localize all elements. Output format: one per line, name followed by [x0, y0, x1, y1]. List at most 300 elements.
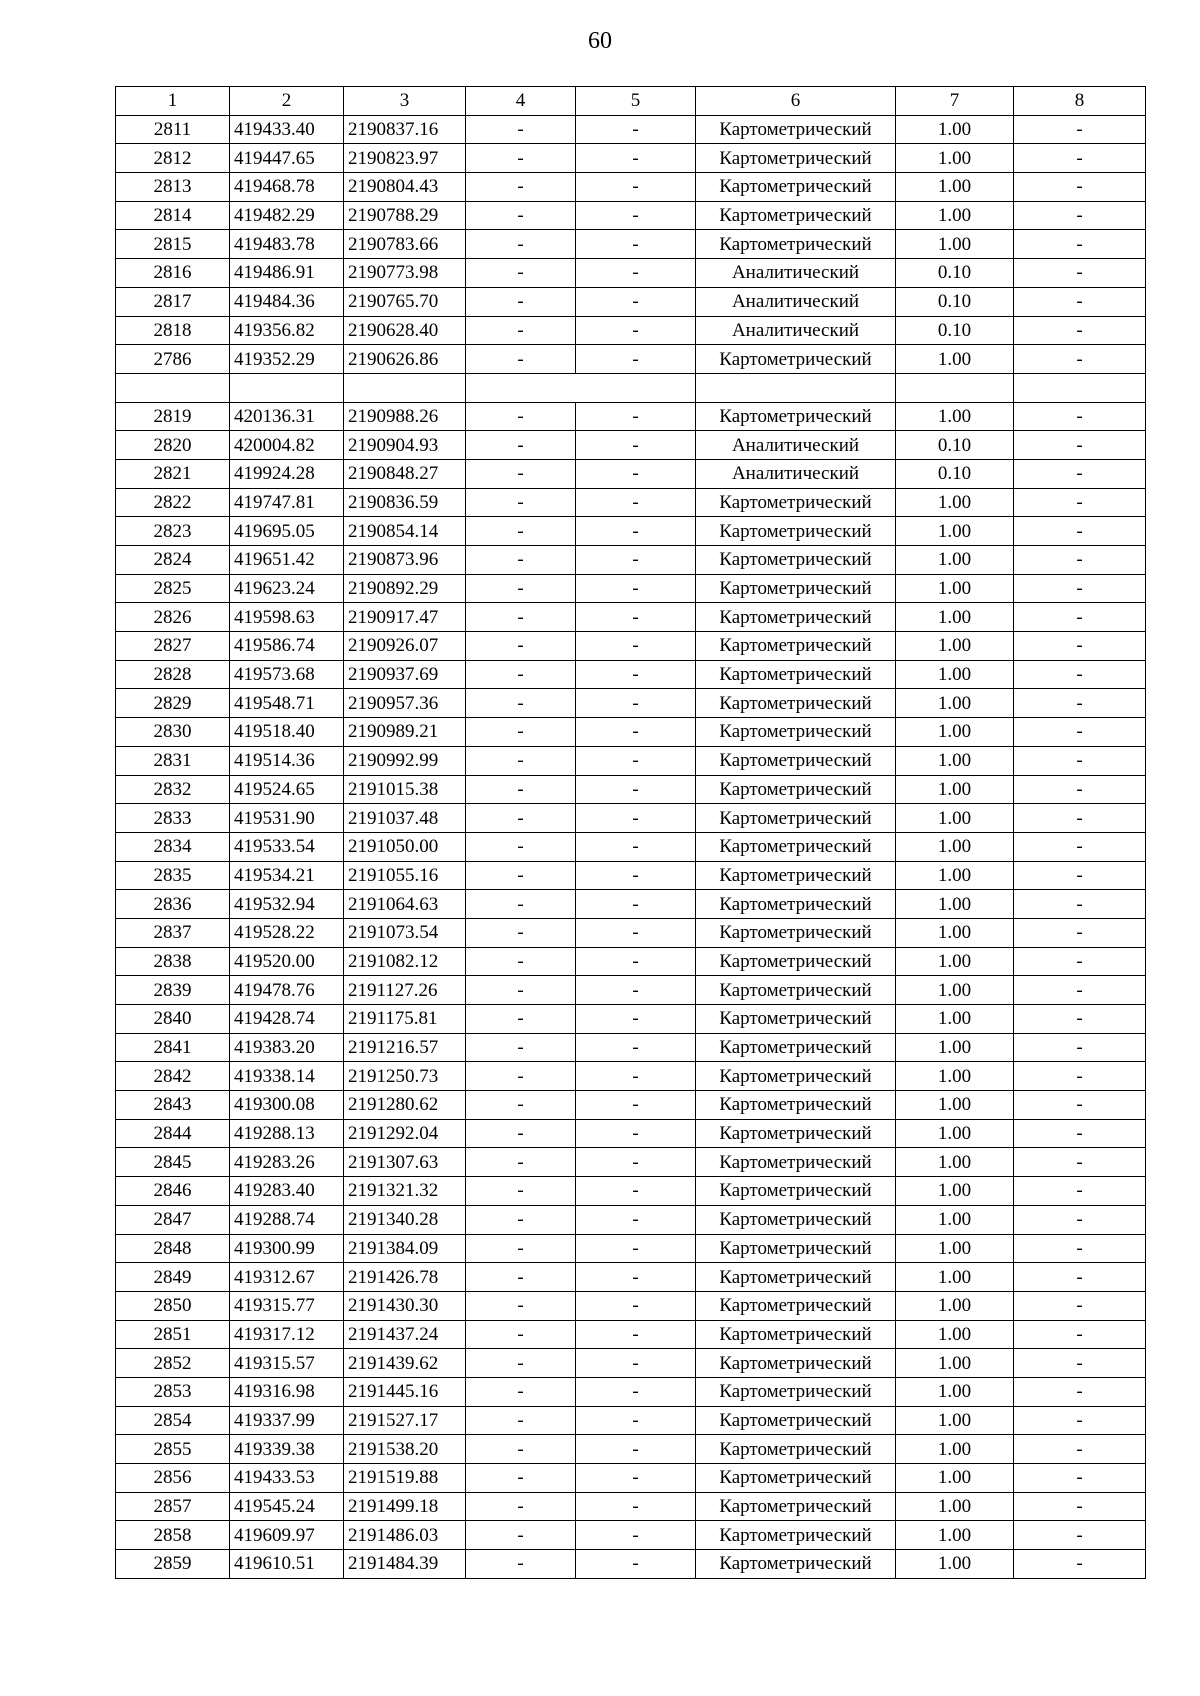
- col8-cell: -: [1014, 144, 1146, 173]
- x-coordinate-cell: 419315.77: [230, 1291, 344, 1320]
- col5-cell: -: [576, 861, 696, 890]
- x-coordinate-cell: 419447.65: [230, 144, 344, 173]
- col5-cell: -: [576, 1291, 696, 1320]
- method-cell: Картометрический: [696, 947, 896, 976]
- table-row: [116, 775, 1146, 804]
- point-number-cell: 2814: [116, 201, 230, 230]
- y-coordinate-cell: 2191015.38: [344, 775, 466, 804]
- point-number-cell: 2853: [116, 1377, 230, 1406]
- point-number-cell: 2820: [116, 431, 230, 460]
- table-row: [116, 1435, 1146, 1464]
- col8-cell: -: [1014, 890, 1146, 919]
- y-coordinate-cell: 2191519.88: [344, 1464, 466, 1493]
- col4-cell: -: [466, 488, 576, 517]
- accuracy-cell: 1.00: [896, 1119, 1014, 1148]
- point-number-cell: 2829: [116, 689, 230, 718]
- method-cell: Картометрический: [696, 1033, 896, 1062]
- col5-cell: -: [576, 976, 696, 1005]
- accuracy-cell: 1.00: [896, 1062, 1014, 1091]
- point-number-cell: 2822: [116, 488, 230, 517]
- column-header: 8: [1014, 87, 1146, 116]
- table-row: [116, 459, 1146, 488]
- col5-cell: -: [576, 1492, 696, 1521]
- y-coordinate-cell: 2190957.36: [344, 689, 466, 718]
- col5-cell: -: [576, 316, 696, 345]
- point-number-cell: 2856: [116, 1464, 230, 1493]
- y-coordinate-cell: 2191439.62: [344, 1349, 466, 1378]
- col4-cell: -: [466, 402, 576, 431]
- x-coordinate-cell: 419312.67: [230, 1263, 344, 1292]
- accuracy-cell: 0.10: [896, 316, 1014, 345]
- col4-cell: -: [466, 201, 576, 230]
- point-number-cell: 2852: [116, 1349, 230, 1378]
- col8-cell: -: [1014, 1091, 1146, 1120]
- x-coordinate-cell: 419548.71: [230, 689, 344, 718]
- col8-cell: -: [1014, 1062, 1146, 1091]
- table-row: [116, 574, 1146, 603]
- col8-cell: -: [1014, 402, 1146, 431]
- table-row: [116, 115, 1146, 144]
- table-body: [116, 115, 1146, 1578]
- accuracy-cell: 1.00: [896, 632, 1014, 661]
- table-row: [116, 1377, 1146, 1406]
- point-number-cell: 2826: [116, 603, 230, 632]
- col4-cell: -: [466, 1263, 576, 1292]
- table-row: [116, 1062, 1146, 1091]
- y-coordinate-cell: 2191384.09: [344, 1234, 466, 1263]
- point-number-cell: 2837: [116, 918, 230, 947]
- col8-cell: -: [1014, 1349, 1146, 1378]
- method-cell: Картометрический: [696, 1435, 896, 1464]
- col5-cell: -: [576, 1205, 696, 1234]
- table-row: [116, 144, 1146, 173]
- col4-cell: -: [466, 1464, 576, 1493]
- col5-cell: -: [576, 832, 696, 861]
- y-coordinate-cell: 2190873.96: [344, 546, 466, 575]
- col5-cell: -: [576, 1177, 696, 1206]
- col4-cell: -: [466, 1177, 576, 1206]
- col5-cell: -: [576, 1320, 696, 1349]
- col5-cell: -: [576, 1550, 696, 1579]
- col5-cell: -: [576, 459, 696, 488]
- accuracy-cell: 1.00: [896, 1377, 1014, 1406]
- x-coordinate-cell: 419468.78: [230, 173, 344, 202]
- y-coordinate-cell: 2191437.24: [344, 1320, 466, 1349]
- y-coordinate-cell: 2190837.16: [344, 115, 466, 144]
- col5-cell: -: [576, 603, 696, 632]
- col8-cell: -: [1014, 976, 1146, 1005]
- col5-cell: -: [576, 115, 696, 144]
- accuracy-cell: 1.00: [896, 517, 1014, 546]
- point-number-cell: 2841: [116, 1033, 230, 1062]
- x-coordinate-cell: 419520.00: [230, 947, 344, 976]
- accuracy-cell: 1.00: [896, 173, 1014, 202]
- col4-cell: -: [466, 775, 576, 804]
- method-cell: Картометрический: [696, 1406, 896, 1435]
- col8-cell: -: [1014, 259, 1146, 288]
- accuracy-cell: 1.00: [896, 230, 1014, 259]
- method-cell: Картометрический: [696, 1377, 896, 1406]
- method-cell: Картометрический: [696, 890, 896, 919]
- col5-cell: -: [576, 775, 696, 804]
- y-coordinate-cell: 2190988.26: [344, 402, 466, 431]
- accuracy-cell: 1.00: [896, 1464, 1014, 1493]
- method-cell: Картометрический: [696, 402, 896, 431]
- col4-cell: -: [466, 345, 576, 374]
- x-coordinate-cell: 419747.81: [230, 488, 344, 517]
- x-coordinate-cell: 419524.65: [230, 775, 344, 804]
- method-cell: Картометрический: [696, 1550, 896, 1579]
- accuracy-cell: 1.00: [896, 488, 1014, 517]
- method-cell: Картометрический: [696, 1349, 896, 1378]
- col8-cell: -: [1014, 1119, 1146, 1148]
- method-cell: Картометрический: [696, 746, 896, 775]
- accuracy-cell: 1.00: [896, 603, 1014, 632]
- method-cell: Картометрический: [696, 775, 896, 804]
- method-cell: Картометрический: [696, 115, 896, 144]
- table-header-row: [116, 87, 1146, 116]
- col8-cell: -: [1014, 632, 1146, 661]
- col8-cell: -: [1014, 1464, 1146, 1493]
- y-coordinate-cell: 2190765.70: [344, 287, 466, 316]
- point-number-cell: 2849: [116, 1263, 230, 1292]
- point-number-cell: [116, 373, 230, 402]
- point-number-cell: 2839: [116, 976, 230, 1005]
- col4-cell: -: [466, 431, 576, 460]
- col4-cell: -: [466, 1005, 576, 1034]
- col5-cell: -: [576, 1464, 696, 1493]
- point-number-cell: 2840: [116, 1005, 230, 1034]
- column-header: 5: [576, 87, 696, 116]
- col4-cell: -: [466, 459, 576, 488]
- point-number-cell: 2825: [116, 574, 230, 603]
- point-number-cell: 2818: [116, 316, 230, 345]
- x-coordinate-cell: 419316.98: [230, 1377, 344, 1406]
- method-cell: Картометрический: [696, 660, 896, 689]
- col8-cell: -: [1014, 804, 1146, 833]
- method-cell: Картометрический: [696, 1148, 896, 1177]
- col8-cell: -: [1014, 1406, 1146, 1435]
- method-cell: Картометрический: [696, 488, 896, 517]
- accuracy-cell: 1.00: [896, 1263, 1014, 1292]
- col5-cell: -: [576, 402, 696, 431]
- point-number-cell: 2842: [116, 1062, 230, 1091]
- page-number: 60: [588, 28, 612, 54]
- method-cell: Аналитический: [696, 259, 896, 288]
- method-cell: Картометрический: [696, 1492, 896, 1521]
- col4-cell: -: [466, 890, 576, 919]
- col4-cell: -: [466, 832, 576, 861]
- y-coordinate-cell: 2191445.16: [344, 1377, 466, 1406]
- method-cell: Картометрический: [696, 1005, 896, 1034]
- x-coordinate-cell: 419545.24: [230, 1492, 344, 1521]
- x-coordinate-cell: [230, 373, 344, 402]
- point-number-cell: 2854: [116, 1406, 230, 1435]
- x-coordinate-cell: 419383.20: [230, 1033, 344, 1062]
- y-coordinate-cell: 2190804.43: [344, 173, 466, 202]
- col5-cell: -: [576, 890, 696, 919]
- x-coordinate-cell: 419695.05: [230, 517, 344, 546]
- y-coordinate-cell: 2191307.63: [344, 1148, 466, 1177]
- col4-cell: -: [466, 660, 576, 689]
- point-number-cell: 2823: [116, 517, 230, 546]
- col5-cell: -: [576, 259, 696, 288]
- x-coordinate-cell: 419534.21: [230, 861, 344, 890]
- table-row: [116, 259, 1146, 288]
- col4-cell: -: [466, 689, 576, 718]
- table-row: [116, 1205, 1146, 1234]
- column-header: 3: [344, 87, 466, 116]
- col5-cell: -: [576, 144, 696, 173]
- accuracy-cell: 0.10: [896, 259, 1014, 288]
- y-coordinate-cell: 2191250.73: [344, 1062, 466, 1091]
- table-row: [116, 1234, 1146, 1263]
- table-row: [116, 517, 1146, 546]
- method-cell: Картометрический: [696, 1234, 896, 1263]
- col8-cell: -: [1014, 517, 1146, 546]
- table-row: [116, 201, 1146, 230]
- x-coordinate-cell: 419433.40: [230, 115, 344, 144]
- column-header: 1: [116, 87, 230, 116]
- y-coordinate-cell: 2191321.32: [344, 1177, 466, 1206]
- accuracy-cell: 1.00: [896, 1005, 1014, 1034]
- accuracy-cell: 1.00: [896, 861, 1014, 890]
- col5-cell: -: [576, 689, 696, 718]
- point-number-cell: 2812: [116, 144, 230, 173]
- col5-cell: -: [576, 718, 696, 747]
- x-coordinate-cell: 419338.14: [230, 1062, 344, 1091]
- point-number-cell: 2835: [116, 861, 230, 890]
- table-row: [116, 431, 1146, 460]
- col4-cell: -: [466, 1091, 576, 1120]
- accuracy-cell: 1.00: [896, 804, 1014, 833]
- y-coordinate-cell: 2190788.29: [344, 201, 466, 230]
- y-coordinate-cell: 2190626.86: [344, 345, 466, 374]
- x-coordinate-cell: 419483.78: [230, 230, 344, 259]
- table-row: [116, 1521, 1146, 1550]
- x-coordinate-cell: 419433.53: [230, 1464, 344, 1493]
- y-coordinate-cell: 2191216.57: [344, 1033, 466, 1062]
- y-coordinate-cell: 2190917.47: [344, 603, 466, 632]
- col4-cell: -: [466, 918, 576, 947]
- col8-cell: -: [1014, 1291, 1146, 1320]
- x-coordinate-cell: 419482.29: [230, 201, 344, 230]
- accuracy-cell: 1.00: [896, 1550, 1014, 1579]
- point-number-cell: 2846: [116, 1177, 230, 1206]
- x-coordinate-cell: 419337.99: [230, 1406, 344, 1435]
- x-coordinate-cell: 419609.97: [230, 1521, 344, 1550]
- y-coordinate-cell: 2191073.54: [344, 918, 466, 947]
- col4-cell: -: [466, 316, 576, 345]
- method-cell: Картометрический: [696, 718, 896, 747]
- col8-cell: -: [1014, 1492, 1146, 1521]
- accuracy-cell: 1.00: [896, 775, 1014, 804]
- method-cell: Картометрический: [696, 632, 896, 661]
- method-cell: Картометрический: [696, 689, 896, 718]
- col4-cell: -: [466, 718, 576, 747]
- y-coordinate-cell: 2191538.20: [344, 1435, 466, 1464]
- col4-cell: -: [466, 1062, 576, 1091]
- table-row: [116, 1406, 1146, 1435]
- col4-cell: -: [466, 603, 576, 632]
- point-number-cell: 2819: [116, 402, 230, 431]
- x-coordinate-cell: 419533.54: [230, 832, 344, 861]
- col4-cell: -: [466, 804, 576, 833]
- accuracy-cell: 1.00: [896, 1492, 1014, 1521]
- col5-cell: -: [576, 1349, 696, 1378]
- table-row: [116, 1464, 1146, 1493]
- method-cell: Картометрический: [696, 201, 896, 230]
- table-row: [116, 1005, 1146, 1034]
- point-number-cell: 2832: [116, 775, 230, 804]
- col5-cell: -: [576, 660, 696, 689]
- col4-cell: -: [466, 1320, 576, 1349]
- col5-cell: -: [576, 1377, 696, 1406]
- y-coordinate-cell: 2190989.21: [344, 718, 466, 747]
- x-coordinate-cell: 419924.28: [230, 459, 344, 488]
- col8-cell: -: [1014, 718, 1146, 747]
- col8-cell: -: [1014, 947, 1146, 976]
- y-coordinate-cell: 2191064.63: [344, 890, 466, 919]
- col5-cell: -: [576, 804, 696, 833]
- x-coordinate-cell: 419610.51: [230, 1550, 344, 1579]
- point-number-cell: 2838: [116, 947, 230, 976]
- y-coordinate-cell: 2190992.99: [344, 746, 466, 775]
- x-coordinate-cell: 419288.74: [230, 1205, 344, 1234]
- y-coordinate-cell: 2190823.97: [344, 144, 466, 173]
- y-coordinate-cell: 2191527.17: [344, 1406, 466, 1435]
- x-coordinate-cell: 419532.94: [230, 890, 344, 919]
- point-number-cell: 2828: [116, 660, 230, 689]
- point-number-cell: 2859: [116, 1550, 230, 1579]
- accuracy-cell: 1.00: [896, 746, 1014, 775]
- accuracy-cell: 0.10: [896, 287, 1014, 316]
- col5-cell: -: [576, 918, 696, 947]
- col8-cell: -: [1014, 689, 1146, 718]
- col8-cell: -: [1014, 832, 1146, 861]
- col4-cell: -: [466, 1406, 576, 1435]
- table-row: [116, 918, 1146, 947]
- method-cell: Картометрический: [696, 144, 896, 173]
- col5-cell: -: [576, 1263, 696, 1292]
- col5-cell: -: [576, 488, 696, 517]
- table-row: [116, 603, 1146, 632]
- y-coordinate-cell: 2191426.78: [344, 1263, 466, 1292]
- point-number-cell: 2816: [116, 259, 230, 288]
- method-cell: Аналитический: [696, 287, 896, 316]
- accuracy-cell: 1.00: [896, 832, 1014, 861]
- table-row: [116, 632, 1146, 661]
- accuracy-cell: 1.00: [896, 689, 1014, 718]
- col4-cell: -: [466, 230, 576, 259]
- col4-cell: -: [466, 1377, 576, 1406]
- x-coordinate-cell: 419352.29: [230, 345, 344, 374]
- table-row: [116, 1263, 1146, 1292]
- table-row: [116, 1320, 1146, 1349]
- col5-cell: -: [576, 1005, 696, 1034]
- col5-cell: -: [576, 517, 696, 546]
- point-number-cell: 2847: [116, 1205, 230, 1234]
- table-row: [116, 1148, 1146, 1177]
- point-number-cell: 2851: [116, 1320, 230, 1349]
- accuracy-cell: 1.00: [896, 1435, 1014, 1464]
- point-number-cell: 2858: [116, 1521, 230, 1550]
- table-row: [116, 316, 1146, 345]
- column-header: 7: [896, 87, 1014, 116]
- y-coordinate-cell: 2191280.62: [344, 1091, 466, 1120]
- col4-cell: -: [466, 976, 576, 1005]
- col8-cell: -: [1014, 1205, 1146, 1234]
- col4-cell: -: [466, 115, 576, 144]
- x-coordinate-cell: 419315.57: [230, 1349, 344, 1378]
- method-cell: Картометрический: [696, 1521, 896, 1550]
- col8-cell: -: [1014, 775, 1146, 804]
- col5-cell: -: [576, 1091, 696, 1120]
- col4-cell: -: [466, 1148, 576, 1177]
- y-coordinate-cell: 2191486.03: [344, 1521, 466, 1550]
- x-coordinate-cell: 419598.63: [230, 603, 344, 632]
- col4-cell: -: [466, 1234, 576, 1263]
- x-coordinate-cell: 419623.24: [230, 574, 344, 603]
- col8-cell: -: [1014, 345, 1146, 374]
- table-row: [116, 1177, 1146, 1206]
- table-row: [116, 173, 1146, 202]
- x-coordinate-cell: 419531.90: [230, 804, 344, 833]
- accuracy-cell: 1.00: [896, 718, 1014, 747]
- table-row: [116, 373, 1146, 402]
- col4-cell: -: [466, 861, 576, 890]
- col8-cell: -: [1014, 459, 1146, 488]
- col8-cell: -: [1014, 1177, 1146, 1206]
- point-number-cell: 2855: [116, 1435, 230, 1464]
- col8-cell: -: [1014, 1320, 1146, 1349]
- point-number-cell: 2848: [116, 1234, 230, 1263]
- table-row: [116, 345, 1146, 374]
- col8-cell: -: [1014, 574, 1146, 603]
- method-cell: Картометрический: [696, 517, 896, 546]
- accuracy-cell: 1.00: [896, 144, 1014, 173]
- accuracy-cell: 0.10: [896, 459, 1014, 488]
- table-row: [116, 1291, 1146, 1320]
- accuracy-cell: 1.00: [896, 402, 1014, 431]
- y-coordinate-cell: 2191055.16: [344, 861, 466, 890]
- col8-cell: -: [1014, 603, 1146, 632]
- table-row: [116, 832, 1146, 861]
- col8-cell: -: [1014, 546, 1146, 575]
- point-number-cell: 2813: [116, 173, 230, 202]
- col8-cell: -: [1014, 173, 1146, 202]
- accuracy-cell: 1.00: [896, 1234, 1014, 1263]
- accuracy-cell: 1.00: [896, 660, 1014, 689]
- x-coordinate-cell: 419514.36: [230, 746, 344, 775]
- y-coordinate-cell: 2190783.66: [344, 230, 466, 259]
- y-coordinate-cell: 2191050.00: [344, 832, 466, 861]
- col4-cell: -: [466, 632, 576, 661]
- method-cell: Картометрический: [696, 1177, 896, 1206]
- y-coordinate-cell: 2191037.48: [344, 804, 466, 833]
- table-row: [116, 746, 1146, 775]
- col8-cell: -: [1014, 1550, 1146, 1579]
- accuracy-cell: 1.00: [896, 1033, 1014, 1062]
- col5-cell: -: [576, 746, 696, 775]
- x-coordinate-cell: 419486.91: [230, 259, 344, 288]
- method-cell: Картометрический: [696, 1464, 896, 1493]
- table-row: [116, 947, 1146, 976]
- col8-cell: [1014, 373, 1146, 402]
- col8-cell: -: [1014, 746, 1146, 775]
- method-cell: Аналитический: [696, 431, 896, 460]
- accuracy-cell: 1.00: [896, 890, 1014, 919]
